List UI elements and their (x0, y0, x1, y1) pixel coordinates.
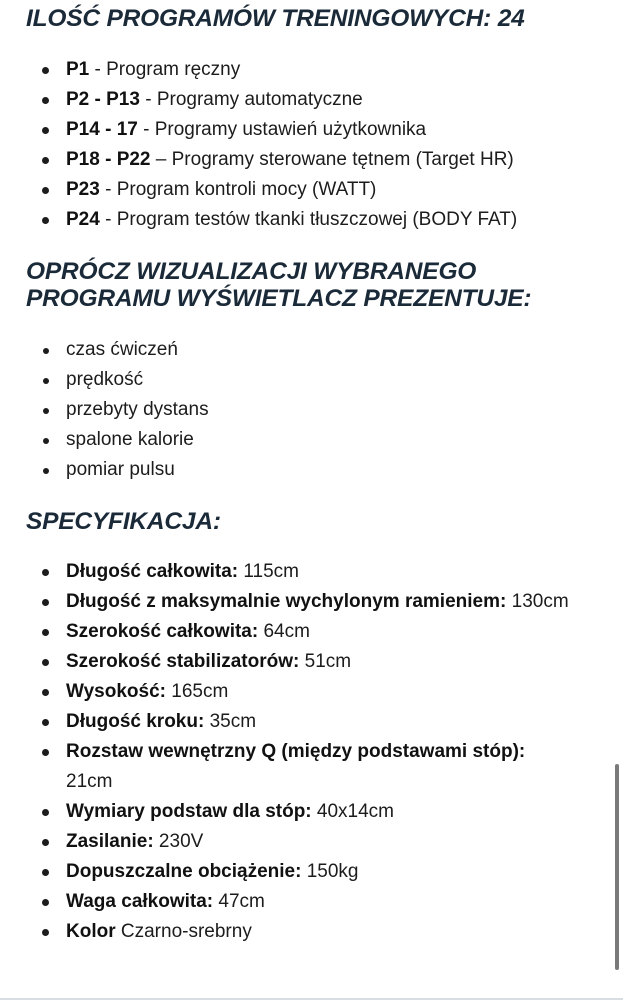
spec-label: Waga całkowita: (66, 891, 214, 912)
list-item: spalone kalorie (0, 425, 623, 455)
spec-value: 130cm (506, 591, 569, 612)
program-code: P1 (66, 59, 90, 80)
program-desc: - Programy ustawień użytkownika (137, 119, 427, 140)
spec-value: 230V (153, 831, 204, 852)
list-item (0, 85, 623, 115)
scrollbar[interactable] (615, 764, 619, 970)
list-item (0, 647, 623, 677)
programs-list (0, 55, 623, 235)
spec-label: Szerokość całkowita: (66, 621, 259, 642)
list-item (0, 175, 623, 205)
program-desc: - Program ręczny (89, 59, 241, 80)
program-desc: – Programy sterowane tętnem (Target HR) (150, 149, 514, 170)
list-item (0, 115, 623, 145)
list-item (0, 205, 623, 235)
spec-label: Dopuszczalne obciążenie: (66, 861, 302, 882)
spec-value: 150kg (301, 861, 359, 882)
list-item: przebyty dystans (0, 395, 623, 425)
spec-label: Długość kroku: (66, 711, 205, 732)
list-item (0, 557, 623, 587)
display-heading-line2: PROGRAMU WYŚWIETLACZ PREZENTUJE: (26, 285, 532, 312)
spec-value: 64cm (258, 621, 310, 642)
list-item (0, 917, 623, 947)
list-item (0, 55, 623, 85)
spec-value: 165cm (165, 681, 229, 702)
list-item: prędkość (0, 365, 623, 395)
program-code: P24 (66, 209, 100, 230)
list-item (0, 707, 623, 737)
spec-value: Czarno-srebrny (115, 921, 252, 942)
programs-heading: ILOŚĆ PROGRAMÓW TRENINGOWYCH: 24 (26, 5, 525, 32)
list-item (0, 797, 623, 827)
spec-value: 47cm (213, 891, 265, 912)
list-item (0, 617, 623, 647)
list-item (0, 587, 623, 617)
spec-label: Zasilanie: (66, 831, 154, 852)
specs-heading: SPECYFIKACJA: (26, 508, 221, 535)
list-item: pomiar pulsu (0, 455, 623, 485)
display-heading-line1: OPRÓCZ WIZUALIZACJI WYBRANEGO (26, 258, 477, 285)
program-code: P18 - P22 (66, 149, 151, 170)
program-desc: - Programy automatyczne (139, 89, 363, 110)
spec-label: Szerokość stabilizatorów: (66, 651, 300, 672)
list-item (0, 827, 623, 857)
list-item (0, 677, 623, 707)
spec-label: Długość całkowita: (66, 561, 239, 582)
spec-value: 21cm (66, 771, 113, 792)
program-desc: - Program kontroli mocy (WATT) (99, 179, 377, 200)
spec-label: Rozstaw wewnętrzny Q (między podstawami stóp): (66, 741, 526, 762)
specs-list (0, 557, 623, 947)
list-item: czas ćwiczeń (0, 335, 623, 365)
list-item (0, 145, 623, 175)
program-desc: - Program testów tkanki tłuszczowej (BODY FAT) (99, 209, 518, 230)
program-code: P23 (66, 179, 100, 200)
spec-label: Kolor (66, 921, 116, 942)
list-item (0, 857, 623, 887)
spec-value: 35cm (204, 711, 257, 732)
spec-value: 51cm (299, 651, 352, 672)
program-code: P14 - 17 (66, 119, 138, 140)
display-list (0, 335, 623, 485)
spec-label: Długość z maksymalnie wychylonym ramieniem: (66, 591, 507, 612)
spec-label: Wymiary podstaw dla stóp: (66, 801, 312, 822)
spec-value: 115cm (238, 561, 300, 582)
list-item (0, 737, 623, 797)
program-code: P2 - P13 (66, 89, 140, 110)
spec-label: Wysokość: (66, 681, 166, 702)
list-item (0, 887, 623, 917)
spec-value: 40x14cm (311, 801, 395, 822)
